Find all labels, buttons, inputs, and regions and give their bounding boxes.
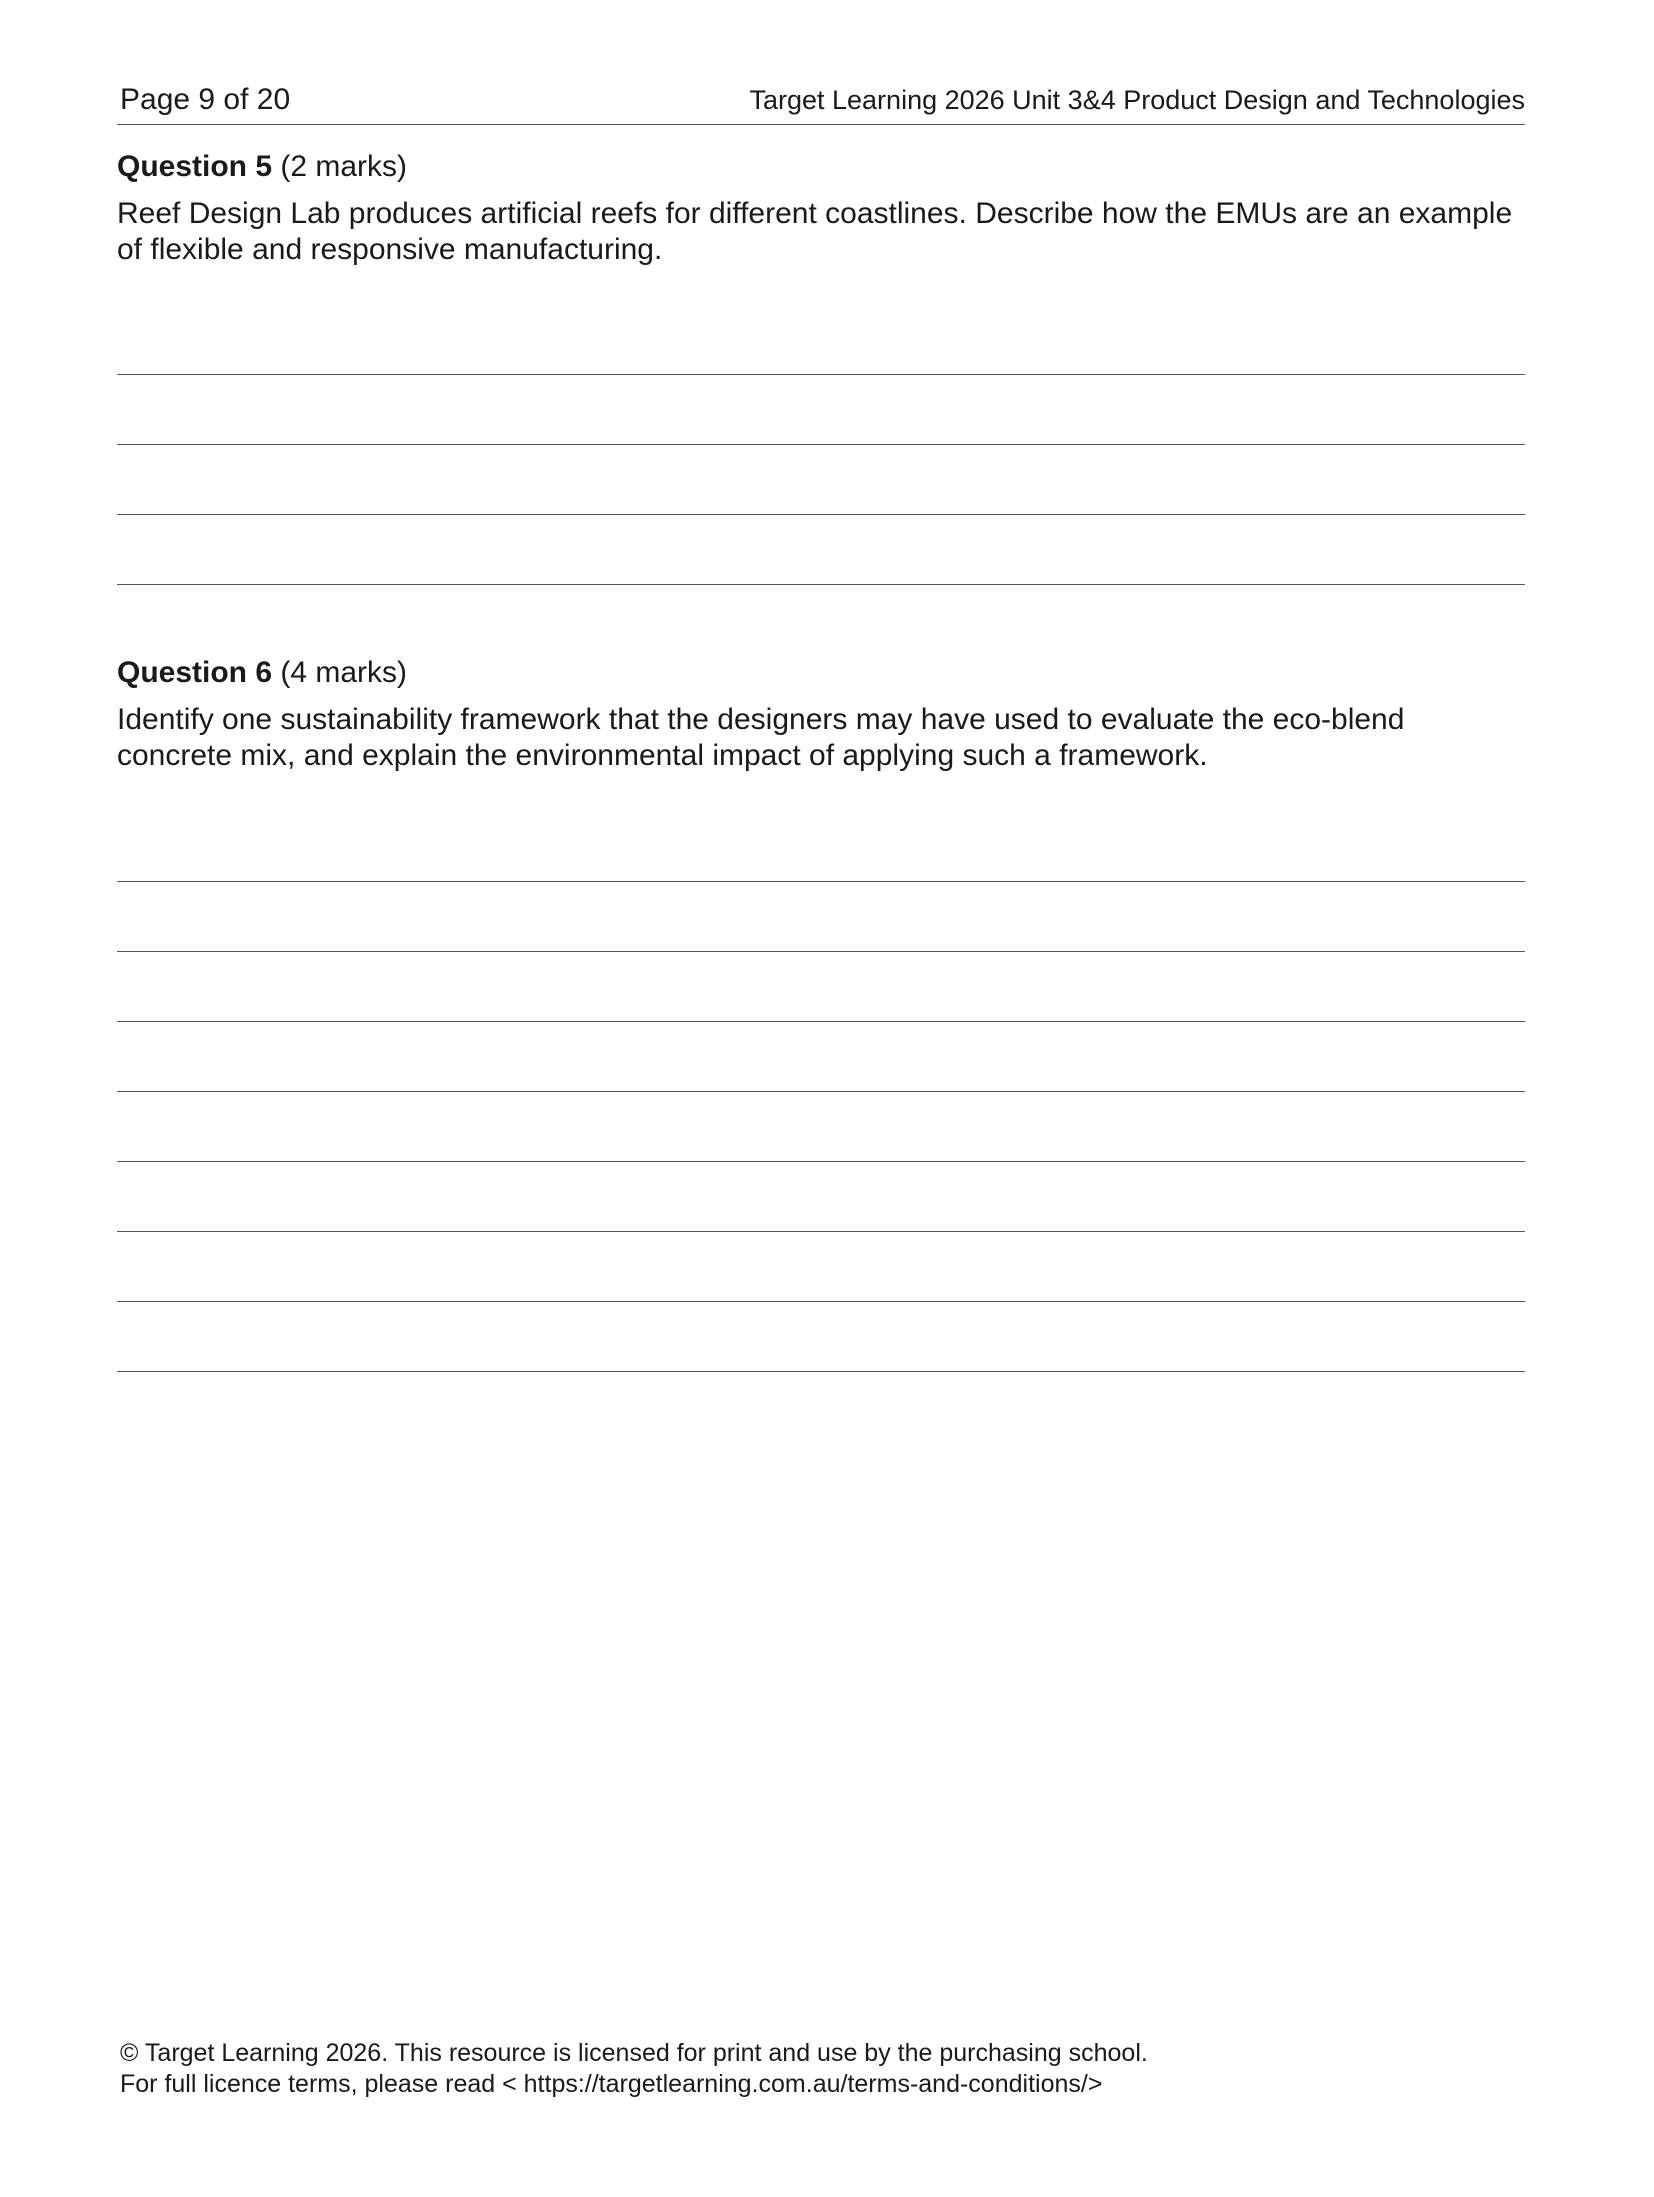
question-text: Identify one sustainability framework that the designers may have used to evaluate the eco-blend concrete mix, and explain the environmental impact of applying such a framework. (117, 703, 1405, 772)
answer-area-question-6[interactable] (117, 881, 1525, 1371)
answer-line (117, 514, 1525, 515)
question-6 (117, 654, 1525, 774)
answer-line (117, 1091, 1525, 1092)
answer-line (117, 951, 1525, 952)
document-title: Target Learning 2026 Unit 3&4 Product Design and Technologies (749, 85, 1525, 115)
answer-line (117, 1231, 1525, 1232)
answer-line (117, 881, 1525, 882)
licence-notice: For full licence terms, please read < https://targetlearning.com.au/terms-and-conditions/> (120, 2070, 1103, 2098)
answer-line (117, 1021, 1525, 1022)
answer-line (117, 1161, 1525, 1162)
answer-line (117, 444, 1525, 445)
question-marks: (4 marks) (280, 656, 408, 689)
question-5 (117, 148, 1525, 268)
question-text: Reef Design Lab produces artificial reefs for different coastlines. Describe how the EMUs are an example of flexible and responsive manufacturing. (117, 197, 1513, 266)
answer-line (117, 584, 1525, 585)
question-label: Question 5 (117, 150, 273, 183)
page-footer (120, 2038, 1148, 2100)
question-heading (117, 654, 1525, 692)
question-heading (117, 148, 1525, 186)
answer-area-question-5[interactable] (117, 374, 1525, 584)
question-label: Question 6 (117, 656, 273, 689)
answer-line (117, 374, 1525, 375)
question-marks: (2 marks) (280, 150, 408, 183)
page-number: Page 9 of 20 (120, 83, 291, 116)
page-header (117, 78, 1525, 125)
answer-line (117, 1301, 1525, 1302)
answer-line (117, 1371, 1525, 1372)
copyright-notice: © Target Learning 2026. This resource is licensed for print and use by the purchasing school. (120, 2039, 1148, 2067)
